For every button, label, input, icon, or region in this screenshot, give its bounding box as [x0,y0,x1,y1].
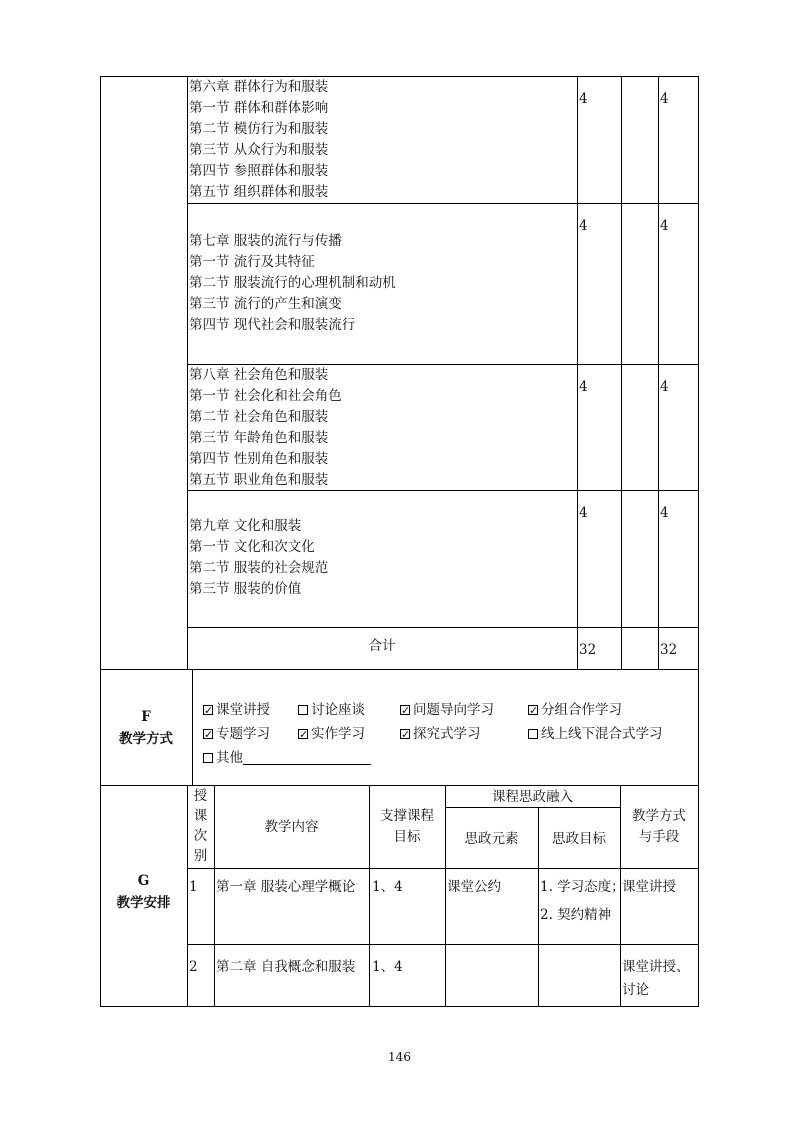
row2-content: 第二章 自我概念和服装 [216,959,356,975]
chapter-line: 第一节 流行及其特征 [189,254,315,270]
row2-support: 1、4 [372,959,403,975]
method-line: 讨论 [622,982,649,998]
chapter-6-lines [189,77,328,203]
chapter-line: 第二节 社会角色和服装 [189,409,329,425]
chapter-line: 第二节 模仿行为和服装 [189,121,329,137]
chapter-line: 第一节 文化和次文化 [189,539,315,555]
chapter-line: 第二节 服装的社会规范 [189,560,329,576]
chapter-8-hours-a: 4 [579,379,588,395]
option-blended[interactable] [528,724,663,744]
option-other[interactable] [203,748,371,768]
section-g-label [100,870,187,914]
option-label: 其他 [216,750,243,766]
chapter-line: 第四节 性别角色和服装 [189,451,329,467]
checkbox-icon[interactable] [528,729,538,739]
chapter-8-lines [189,365,342,491]
option-practical[interactable] [298,724,365,744]
method-line: 课堂讲授、 [622,959,690,975]
option-label: 专题学习 [216,726,270,742]
checkbox-icon[interactable] [400,705,410,715]
option-label: 讨论座谈 [311,702,365,718]
header-elements: 思政元素 [464,831,519,847]
chapter-6-hours-b: 4 [660,91,669,107]
table-border-bottom [100,1006,699,1007]
chapter-line: 第四节 参照群体和服装 [189,163,329,179]
grid-line [187,868,699,869]
goal-line: 2. 契约精神 [540,907,612,923]
header-content: 教学内容 [264,819,319,835]
chapter-line: 第五节 组织群体和服装 [189,184,329,200]
chapter-line: 第八章 社会角色和服装 [189,367,329,383]
chapter-7-lines [189,231,396,336]
checkbox-icon[interactable] [203,729,213,739]
chapter-9-hours-a: 4 [579,505,588,521]
table-border-left [100,76,101,1007]
checkbox-icon[interactable] [203,705,213,715]
row1-support: 1、4 [372,879,403,895]
checkbox-icon[interactable] [298,729,308,739]
grid-line [187,203,699,204]
header-method: 教学方式 与手段 [632,808,686,845]
checkbox-icon[interactable] [203,753,213,763]
option-label: 实作学习 [311,726,365,742]
row2-method [622,957,690,1001]
option-label: 课堂讲授 [216,702,270,718]
other-input-line[interactable] [243,750,371,765]
section-g-code: G [137,873,150,889]
section-g-title: 教学安排 [116,895,171,911]
chapter-line: 第一节 社会化和社会角色 [189,388,342,404]
option-problem-based[interactable] [400,700,494,720]
option-label: 分组合作学习 [541,702,622,718]
chapter-line: 第六章 群体行为和服装 [189,79,329,95]
chapter-line: 第三节 从众行为和服装 [189,142,329,158]
chapter-7-hours-b: 4 [660,218,669,234]
grid-line [100,669,699,670]
option-label: 探究式学习 [413,726,481,742]
row1-session: 1 [189,879,198,895]
option-discussion[interactable] [298,700,365,720]
chapter-line: 第四节 现代社会和服装流行 [189,317,356,333]
chapter-line: 第三节 流行的产生和演变 [189,296,342,312]
option-lecture[interactable] [203,700,270,720]
chapter-7-hours-a: 4 [579,218,588,234]
chapter-8-hours-b: 4 [660,379,669,395]
option-topic-study[interactable] [203,724,270,744]
option-label: 线上线下混合式学习 [541,726,663,742]
chapter-line: 第五节 职业角色和服装 [189,472,329,488]
chapter-6-hours-a: 4 [579,91,588,107]
checkbox-icon[interactable] [528,705,538,715]
header-support: 支撑课程 目标 [380,808,434,845]
grid-line [187,76,188,670]
page-number: 146 [388,1050,411,1064]
chapter-line: 第七章 服装的流行与传播 [189,233,342,249]
section-f-title: 教学方式 [119,731,173,747]
checkbox-icon[interactable] [400,729,410,739]
section-f-label [100,706,192,750]
total-hours-b: 32 [660,642,678,658]
grid-line [621,76,622,670]
section-f-code: F [141,709,151,725]
option-label: 问题导向学习 [413,702,494,718]
total-hours-a: 32 [579,642,597,658]
chapter-line: 第一节 群体和群体影响 [189,100,329,116]
row1-goals [540,877,625,926]
total-label: 合计 [368,638,396,654]
chapter-line: 第二节 服装流行的心理机制和动机 [189,275,396,291]
chapter-9-lines [189,516,328,600]
row1-content: 第一章 服装心理学概论 [216,879,356,895]
chapter-9-hours-b: 4 [660,505,669,521]
option-inquiry[interactable] [400,724,481,744]
header-session: 授 课 次 别 [193,788,208,864]
chapter-line: 第九章 文化和服装 [189,518,302,534]
row2-session: 2 [189,959,198,975]
header-goals: 思政目标 [552,831,606,847]
grid-line [187,944,699,945]
chapter-line: 第三节 年龄角色和服装 [189,430,329,446]
row1-elements: 课堂公约 [447,879,501,895]
grid-line [192,669,193,786]
option-group-work[interactable] [528,700,622,720]
goal-line: 1. 学习态度； [540,879,625,895]
chapter-line: 第三节 服装的价值 [189,581,302,597]
header-ideology: 课程思政融入 [492,789,573,805]
checkbox-icon[interactable] [298,705,308,715]
grid-line [445,785,446,1006]
grid-line [658,76,659,670]
row1-method: 课堂讲授 [622,879,676,895]
grid-line [577,76,578,670]
grid-line [187,627,699,628]
